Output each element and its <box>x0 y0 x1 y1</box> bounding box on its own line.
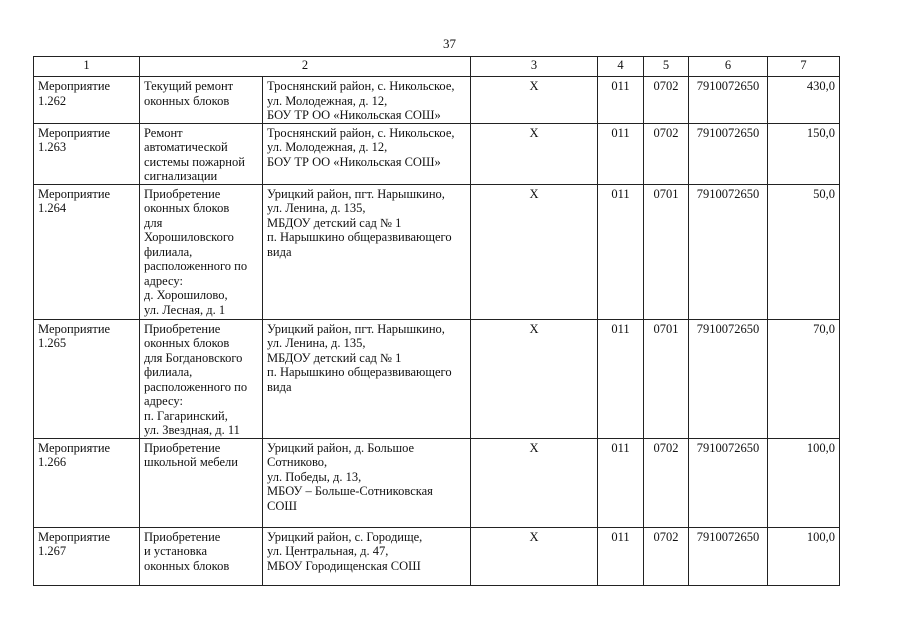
address-cell: Урицкий район, д. Большое Сотниково, ул. Победы, д. 13, МБОУ – Больше-Сотниковская СОШ <box>263 438 471 527</box>
page-number: 37 <box>443 36 456 51</box>
col4-cell: 011 <box>598 77 644 124</box>
header-col-7: 7 <box>768 57 840 77</box>
col3-cell: Х <box>471 438 598 527</box>
col7-cell: 430,0 <box>768 77 840 124</box>
table-row <box>34 438 840 527</box>
measure-cell: Мероприятие 1.262 <box>34 77 140 124</box>
col7-cell: 100,0 <box>768 527 840 585</box>
col5-cell: 0702 <box>644 77 689 124</box>
col7-cell: 50,0 <box>768 184 840 319</box>
col7-cell: 70,0 <box>768 319 840 438</box>
description-cell: Ремонт автоматической системы пожарной сигнализации <box>140 123 263 184</box>
address-cell: Урицкий район, с. Городище, ул. Центральная, д. 47, МБОУ Городищенская СОШ <box>263 527 471 585</box>
header-col-1: 1 <box>34 57 140 77</box>
table-row <box>34 527 840 585</box>
col3-cell: Х <box>471 184 598 319</box>
col5-cell: 0701 <box>644 184 689 319</box>
header-col-3: 3 <box>471 57 598 77</box>
col3-cell: Х <box>471 527 598 585</box>
table-row <box>34 77 840 124</box>
col7-cell: 100,0 <box>768 438 840 527</box>
table-row <box>34 123 840 184</box>
col4-cell: 011 <box>598 438 644 527</box>
measure-cell: Мероприятие 1.267 <box>34 527 140 585</box>
address-cell: Урицкий район, пгт. Нарышкино, ул. Ленина, д. 135, МБДОУ детский сад № 1 п. Нарышкино общеразвивающего вида <box>263 184 471 319</box>
address-cell: Урицкий район, пгт. Нарышкино, ул. Ленина, д. 135, МБДОУ детский сад № 1 п. Нарышкино общеразвивающего вида <box>263 319 471 438</box>
col4-cell: 011 <box>598 319 644 438</box>
table-row <box>34 319 840 438</box>
col6-cell: 7910072650 <box>689 77 768 124</box>
col5-cell: 0702 <box>644 527 689 585</box>
col6-cell: 7910072650 <box>689 527 768 585</box>
header-col-2: 2 <box>140 57 471 77</box>
header-col-6: 6 <box>689 57 768 77</box>
col5-cell: 0702 <box>644 438 689 527</box>
col6-cell: 7910072650 <box>689 438 768 527</box>
measure-cell: Мероприятие 1.265 <box>34 319 140 438</box>
header-col-5: 5 <box>644 57 689 77</box>
col6-cell: 7910072650 <box>689 184 768 319</box>
description-cell: Приобретение оконных блоков для Хорошиловского филиала, расположенного по адресу: д. Хорошилово, ул. Лесная, д. 1 <box>140 184 263 319</box>
col7-cell: 150,0 <box>768 123 840 184</box>
measure-cell: Мероприятие 1.266 <box>34 438 140 527</box>
table-row <box>34 184 840 319</box>
col4-cell: 011 <box>598 184 644 319</box>
col6-cell: 7910072650 <box>689 319 768 438</box>
description-cell: Приобретение школьной мебели <box>140 438 263 527</box>
col4-cell: 011 <box>598 123 644 184</box>
address-cell: Троснянский район, с. Никольское, ул. Молодежная, д. 12, БОУ ТР ОО «Никольская СОШ» <box>263 123 471 184</box>
col4-cell: 011 <box>598 527 644 585</box>
measure-cell: Мероприятие 1.263 <box>34 123 140 184</box>
col3-cell: Х <box>471 77 598 124</box>
description-cell: Текущий ремонт оконных блоков <box>140 77 263 124</box>
description-cell: Приобретение и установка оконных блоков <box>140 527 263 585</box>
measure-cell: Мероприятие 1.264 <box>34 184 140 319</box>
col3-cell: Х <box>471 319 598 438</box>
description-cell: Приобретение оконных блоков для Богдановского филиала, расположенного по адресу: п. Гагаринский, ул. Звездная, д. 11 <box>140 319 263 438</box>
col5-cell: 0701 <box>644 319 689 438</box>
header-row <box>34 57 840 77</box>
col5-cell: 0702 <box>644 123 689 184</box>
address-cell: Троснянский район, с. Никольское, ул. Молодежная, д. 12, БОУ ТР ОО «Никольская СОШ» <box>263 77 471 124</box>
header-col-4: 4 <box>598 57 644 77</box>
measures-table <box>33 56 840 586</box>
col3-cell: Х <box>471 123 598 184</box>
col6-cell: 7910072650 <box>689 123 768 184</box>
